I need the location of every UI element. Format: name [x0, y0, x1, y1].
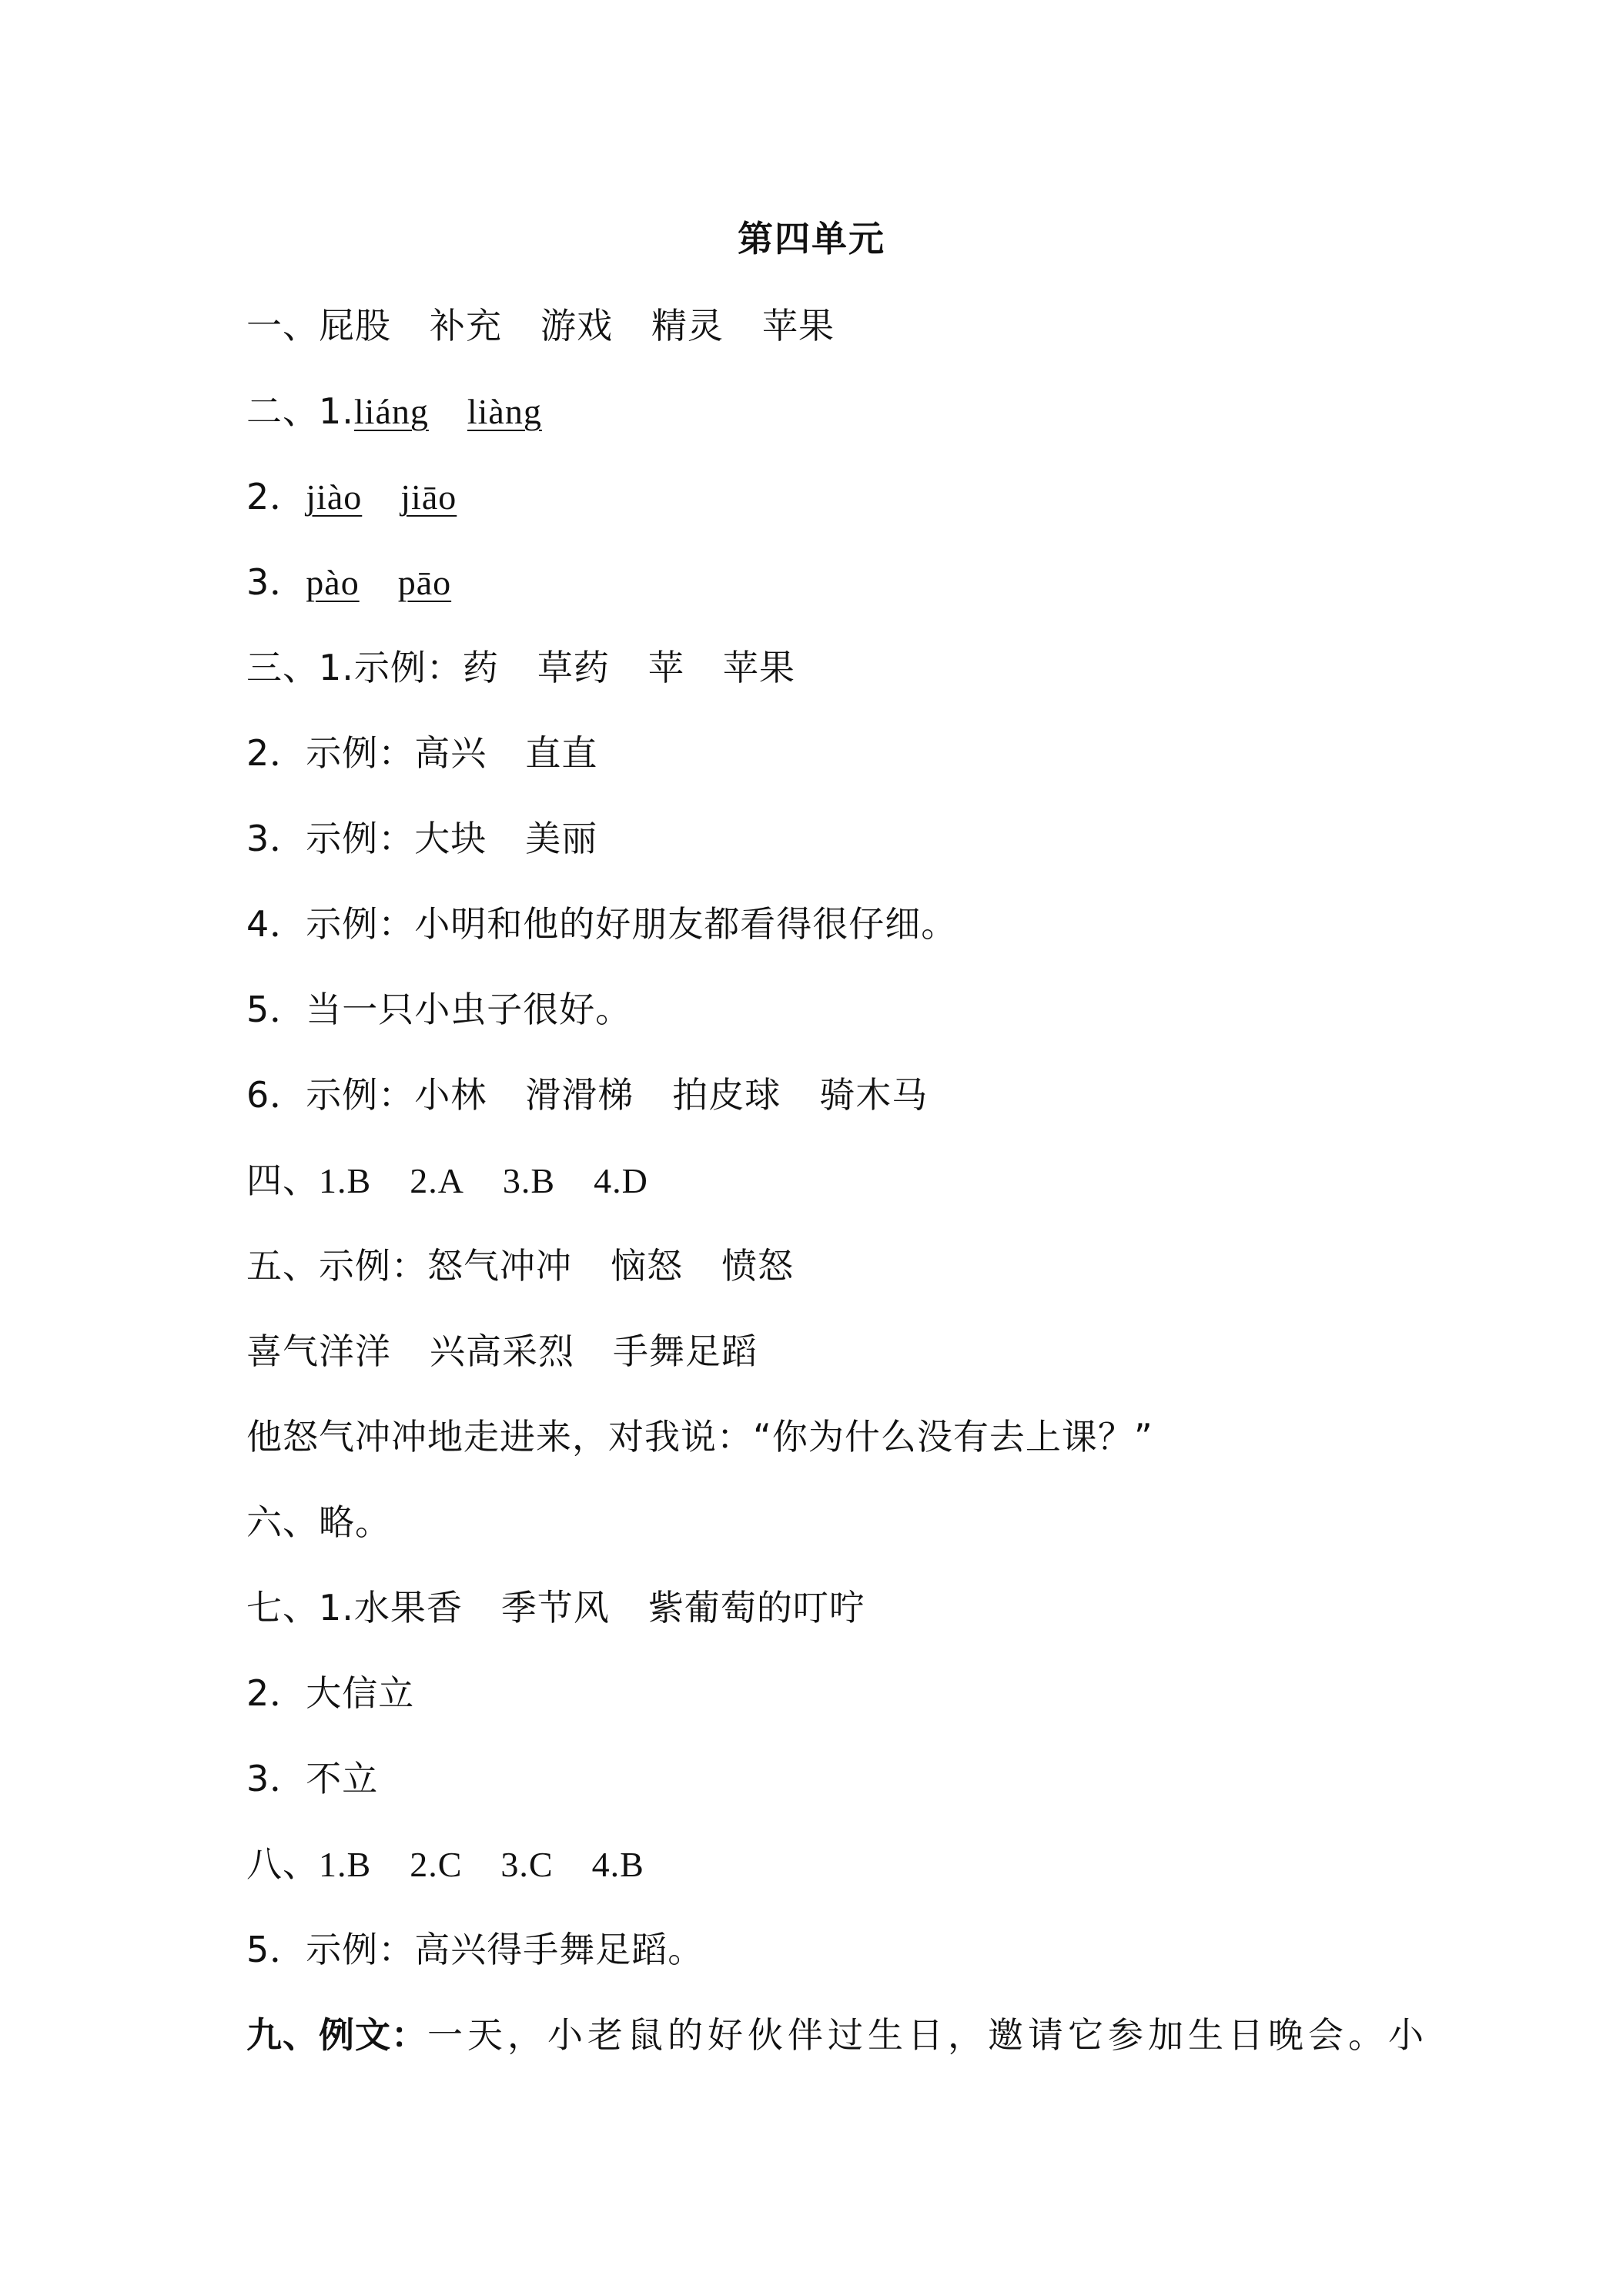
section-5-line-3: 他怒气冲冲地走进来，对我说：“你为什么没有去上课？” — [246, 1416, 1153, 1458]
section-2-q1-line — [246, 380, 542, 442]
section-2-q2-line — [246, 466, 457, 527]
word: 紫葡萄的叮咛 — [648, 1587, 865, 1628]
word: 手舞足蹈 — [613, 1330, 758, 1372]
word: 补充 — [430, 305, 502, 346]
pinyin-answer: jiào — [306, 477, 363, 517]
choice-answer: 2.A — [410, 1161, 464, 1200]
word: 恼怒 — [611, 1245, 683, 1287]
section-2-q3-prefix: 3． — [246, 561, 306, 603]
section-1-prefix: 一、 — [246, 305, 319, 346]
section-3-q3-prefix: 3．示例： — [246, 818, 415, 859]
pinyin-answer: liàng — [467, 392, 542, 431]
word: 水果香 — [353, 1587, 463, 1628]
section-2-q1-prefix: 二、1. — [246, 390, 354, 432]
word: 大块 — [414, 818, 487, 859]
word: 季节风 — [500, 1587, 610, 1628]
section-3-q6-prefix: 6．示例： — [246, 1074, 415, 1116]
unit-title: 第四单元 — [738, 218, 885, 259]
word: 游戏 — [540, 305, 613, 346]
section-3-q2-prefix: 2．示例： — [246, 732, 415, 774]
section-9-label: 九、例文： — [246, 2014, 427, 2056]
word: 美丽 — [525, 818, 598, 859]
word: 骑木马 — [819, 1074, 929, 1116]
section-3-q1-line — [246, 637, 795, 698]
choice-answer: 3.C — [500, 1845, 554, 1884]
section-2-q2-prefix: 2． — [246, 476, 306, 517]
section-3-q6-line — [246, 1064, 928, 1126]
choice-answer: 4.D — [594, 1161, 648, 1200]
word: 滑滑梯 — [525, 1074, 634, 1116]
section-7-q3-line: 3．不立 — [246, 1758, 379, 1799]
pinyin-answer: liáng — [353, 392, 429, 431]
word: 直直 — [525, 732, 598, 774]
choice-answer: 3.B — [502, 1161, 556, 1200]
section-7-q1-prefix: 七、1. — [246, 1587, 354, 1628]
word: 兴高采烈 — [430, 1330, 574, 1372]
word: 怒气冲冲 — [427, 1245, 572, 1287]
section-3-q2-line — [246, 722, 597, 784]
word: 苹 — [648, 647, 684, 688]
section-1-line — [246, 295, 835, 356]
section-8-q5-line: 5．示例：高兴得手舞足蹈。 — [246, 1929, 704, 1970]
section-8-line — [246, 1833, 644, 1895]
section-2-q3-line — [246, 551, 451, 613]
word: 高兴 — [414, 732, 487, 774]
word: 草药 — [537, 647, 610, 688]
word: 精灵 — [651, 305, 724, 346]
section-5-line-1 — [246, 1235, 794, 1297]
section-7-q1-line — [246, 1577, 865, 1638]
section-7-q2-line: 2．大信立 — [246, 1672, 415, 1714]
choice-answer: 1.B — [319, 1845, 372, 1884]
word: 喜气洋洋 — [246, 1330, 391, 1372]
word: 苹果 — [722, 647, 795, 688]
word: 愤怒 — [721, 1245, 794, 1287]
choice-answer: 2.C — [410, 1845, 463, 1884]
pinyin-answer: pào — [306, 563, 360, 602]
section-3-q5-line: 5．当一只小虫子很好。 — [246, 989, 632, 1030]
word: 屁股 — [319, 305, 391, 346]
section-8-prefix: 八、 — [246, 1843, 319, 1885]
choice-answer: 4.B — [591, 1845, 644, 1884]
section-5-prefix: 五、示例： — [246, 1245, 427, 1287]
choice-answer: 1.B — [319, 1161, 372, 1200]
word: 药 — [462, 647, 499, 688]
pinyin-answer: pāo — [397, 563, 452, 602]
section-3-q4-line: 4．示例：小明和他的好朋友都看得很仔细。 — [246, 903, 958, 945]
section-9-line — [246, 2004, 1428, 2066]
pinyin-answer: jiāo — [400, 477, 457, 517]
word: 拍皮球 — [672, 1074, 781, 1116]
section-6-line: 六、略。 — [246, 1501, 391, 1543]
section-5-line-2 — [246, 1320, 758, 1382]
essay-text: 一天，小老鼠的好伙伴过生日，邀请它参加生日晚会。小 — [427, 2014, 1428, 2056]
word: 小林 — [414, 1074, 487, 1116]
section-4-line — [246, 1150, 648, 1211]
section-4-prefix: 四、 — [246, 1160, 319, 1201]
section-3-q1-prefix: 三、1.示例： — [246, 647, 463, 688]
word: 苹果 — [762, 305, 835, 346]
section-3-q3-line — [246, 808, 597, 869]
